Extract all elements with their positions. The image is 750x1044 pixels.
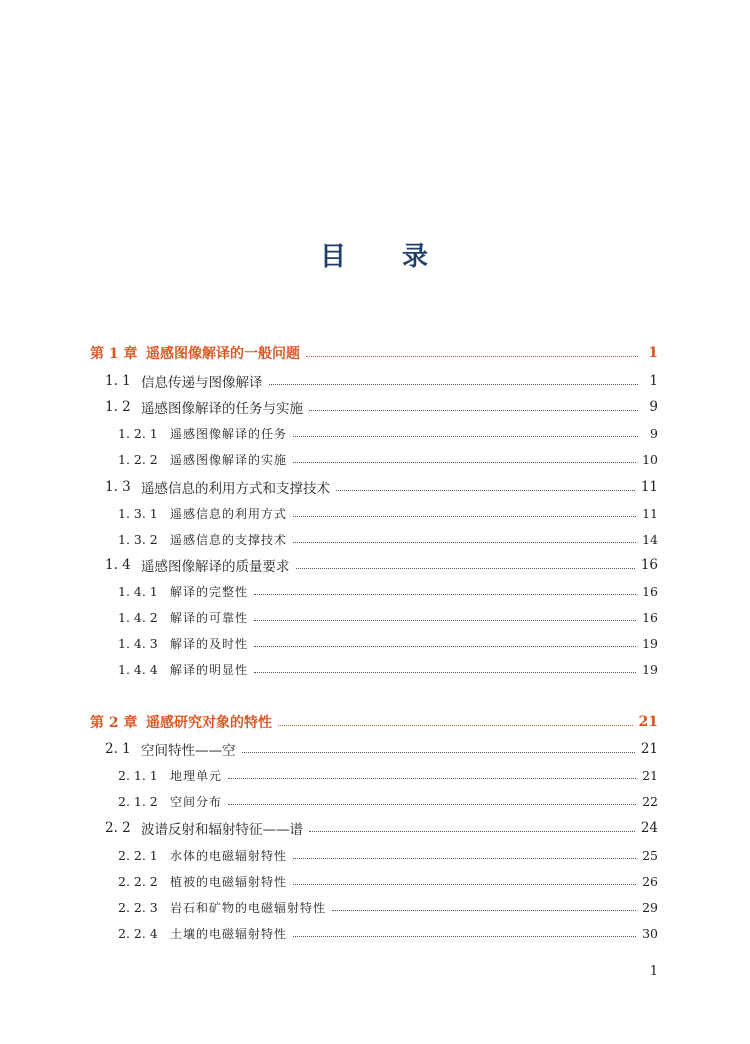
toc-subsection-row[interactable]	[0, 842, 750, 868]
toc-subsection-row[interactable]	[0, 788, 750, 814]
toc-entry-title: 遥感图像解译的一般问题	[146, 346, 300, 362]
dot-leader	[254, 671, 636, 673]
toc-section-row[interactable]	[0, 474, 750, 500]
toc-entry-page: 19	[642, 635, 658, 651]
toc-entry-number: 1. 3. 1	[118, 505, 158, 521]
toc-entry-page: 29	[642, 899, 658, 915]
toc-entry-title: 遥感图像解译的实施	[170, 452, 288, 467]
toc-entry-number: 1. 2. 1	[118, 425, 158, 441]
dot-leader	[242, 751, 635, 753]
dot-leader	[296, 567, 635, 569]
toc-subsection-row[interactable]	[0, 446, 750, 472]
toc-entry-title: 遥感信息的支撑技术	[170, 532, 288, 547]
toc-chapter-row[interactable]	[0, 340, 750, 366]
toc-entry-number: 第 1 章	[90, 346, 138, 362]
toc-entry-title: 解译的可靠性	[170, 610, 249, 625]
toc-entry-page: 14	[642, 531, 658, 547]
toc-entry-number: 2. 1. 1	[118, 767, 158, 783]
toc-section-row[interactable]	[0, 552, 750, 578]
toc-entry-number: 1. 1	[105, 373, 131, 389]
toc-subsection-row[interactable]	[0, 526, 750, 552]
toc-entry-title: 解译的完整性	[170, 584, 249, 599]
dot-leader	[293, 461, 636, 463]
toc-entry-title: 遥感图像解译的任务	[170, 426, 288, 441]
toc-entry-title: 水体的电磁辐射特性	[170, 848, 288, 863]
toc-entry-number: 1. 2	[105, 399, 131, 415]
toc-subsection-row[interactable]	[0, 920, 750, 946]
toc-entry-number: 2. 2. 3	[118, 899, 158, 915]
page-title	[0, 236, 750, 273]
dot-leader	[293, 515, 636, 517]
dot-leader	[278, 724, 633, 726]
toc-subsection-row[interactable]	[0, 500, 750, 526]
toc-entry-page: 21	[642, 767, 658, 783]
toc-entry-title: 遥感研究对象的特性	[146, 715, 272, 731]
dot-leader	[309, 830, 635, 832]
toc-entry-number: 2. 2	[105, 820, 131, 836]
toc-entry-page: 1	[648, 345, 658, 361]
toc-section-row[interactable]	[0, 394, 750, 420]
toc-subsection-row[interactable]	[0, 420, 750, 446]
toc-entry-number: 1. 4. 2	[118, 609, 158, 625]
toc-subsection-row[interactable]	[0, 604, 750, 630]
toc-entry-title: 遥感图像解译的任务与实施	[141, 401, 303, 417]
toc-entry-number: 2. 2. 4	[118, 925, 158, 941]
dot-leader	[309, 409, 638, 411]
dot-leader	[293, 541, 636, 543]
toc-subsection-row[interactable]	[0, 894, 750, 920]
toc-entry-title: 解译的明显性	[170, 662, 249, 677]
toc-entry-number: 第 2 章	[90, 715, 138, 731]
dot-leader	[293, 857, 636, 859]
toc-entry-number: 2. 2. 2	[118, 873, 158, 889]
toc-entry-title: 解译的及时性	[170, 636, 249, 651]
dot-leader	[293, 883, 636, 885]
toc-entry-title: 土壤的电磁辐射特性	[170, 926, 288, 941]
toc-entry-number: 1. 2. 2	[118, 451, 158, 467]
toc-entry-page: 19	[642, 661, 658, 677]
toc-entry-title: 遥感图像解译的质量要求	[141, 559, 290, 575]
toc-entry-number: 2. 1. 2	[118, 793, 158, 809]
toc-entry-page: 22	[642, 793, 658, 809]
toc-entry-page: 16	[642, 583, 658, 599]
toc-entry-page: 25	[642, 847, 658, 863]
dot-leader	[254, 645, 636, 647]
toc-entry-page: 1	[649, 373, 658, 389]
toc-entry-page: 26	[642, 873, 658, 889]
toc-entry-title: 波谱反射和辐射特征——谱	[141, 822, 303, 838]
toc-entry-page: 10	[642, 451, 658, 467]
toc-entry-number: 2. 1	[105, 741, 131, 757]
toc-entry-page: 11	[642, 505, 658, 521]
page-number: 1	[649, 964, 658, 979]
toc-entry-page: 16	[642, 609, 658, 625]
toc-entry-number: 1. 4. 4	[118, 661, 158, 677]
toc-entry-title: 空间特性——空	[141, 743, 236, 759]
toc-section-row[interactable]	[0, 368, 750, 394]
toc-entry-page: 21	[638, 714, 658, 730]
toc-entry-page: 9	[650, 425, 658, 441]
toc-entry-number: 1. 4. 3	[118, 635, 158, 651]
toc-section-row[interactable]	[0, 815, 750, 841]
toc-entry-number: 1. 3	[105, 479, 131, 495]
toc-subsection-row[interactable]	[0, 578, 750, 604]
toc-entry-number: 1. 4. 1	[118, 583, 158, 599]
toc-subsection-row[interactable]	[0, 656, 750, 682]
toc-entry-number: 1. 4	[105, 557, 131, 573]
title-char-1: 目	[319, 242, 348, 272]
toc-entry-page: 24	[640, 820, 658, 836]
dot-leader	[228, 803, 636, 805]
toc-entry-title: 空间分布	[170, 794, 223, 809]
dot-leader	[332, 909, 636, 911]
toc-entry-title: 植被的电磁辐射特性	[170, 874, 288, 889]
dot-leader	[293, 435, 638, 437]
toc-entry-title: 信息传递与图像解译	[141, 375, 263, 391]
toc-subsection-row[interactable]	[0, 630, 750, 656]
toc-entry-title: 遥感信息的利用方式	[170, 506, 288, 521]
toc-entry-number: 2. 2. 1	[118, 847, 158, 863]
toc-entry-title: 遥感信息的利用方式和支撑技术	[141, 481, 330, 497]
dot-leader	[254, 619, 636, 621]
dot-leader	[269, 383, 639, 385]
dot-leader	[228, 777, 636, 779]
dot-leader	[306, 355, 638, 357]
toc-subsection-row[interactable]	[0, 868, 750, 894]
toc-chapter-row[interactable]	[0, 709, 750, 735]
title-char-2: 录	[402, 242, 431, 272]
toc-entry-number: 1. 3. 2	[118, 531, 158, 547]
dot-leader	[254, 593, 636, 595]
toc-subsection-row[interactable]	[0, 762, 750, 788]
toc-entry-page: 21	[640, 741, 658, 757]
toc-section-row[interactable]	[0, 736, 750, 762]
toc-entry-page: 30	[642, 925, 658, 941]
toc-entry-title: 岩石和矿物的电磁辐射特性	[170, 900, 327, 915]
toc-entry-page: 9	[649, 399, 658, 415]
dot-leader	[293, 935, 636, 937]
toc-entry-title: 地理单元	[170, 768, 223, 783]
toc-entry-page: 16	[640, 557, 658, 573]
toc-entry-page: 11	[640, 479, 658, 495]
dot-leader	[336, 489, 635, 491]
